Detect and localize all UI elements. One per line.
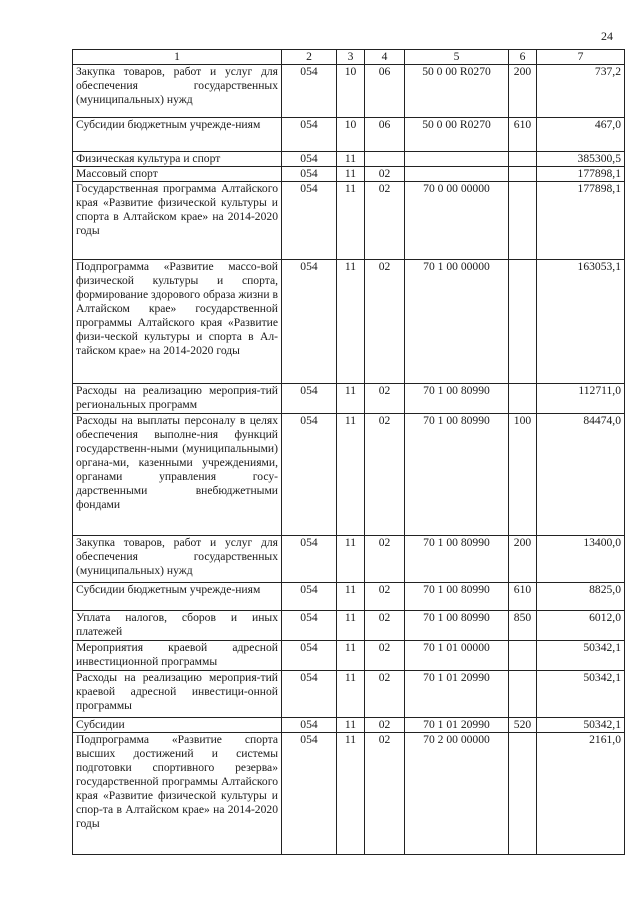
row-target-article: 70 1 00 80990 xyxy=(405,384,509,414)
row-admin-code: 054 xyxy=(282,671,337,718)
row-name: Уплата налогов, сборов и иных платежей xyxy=(73,611,282,641)
row-section: 11 xyxy=(337,536,365,583)
row-target-article: 70 1 01 20990 xyxy=(405,671,509,718)
row-expense-type xyxy=(509,152,537,167)
table-row xyxy=(73,167,625,182)
row-expense-type: 100 xyxy=(509,414,537,536)
row-name: Подпрограмма «Развитие массо-вой физической культуры и спорта, формирование здорового образа жизни в Алтайском крае» государственной программы Алтайского края «Развитие физи-ческой культуры и спорта в Ал-тайском крае» на 2014-2020 годы xyxy=(73,260,282,384)
row-name: Государственная программа Алтайского края «Развитие физической культуры и спорта в Алтайском крае» на 2014-2020 годы xyxy=(73,182,282,260)
row-admin-code: 054 xyxy=(282,182,337,260)
row-amount: 177898,1 xyxy=(537,167,625,182)
header-row xyxy=(73,50,625,65)
row-name: Расходы на реализацию мероприя-тий краевой адресной инвестици-онной программы xyxy=(73,671,282,718)
row-subsection: 02 xyxy=(365,384,405,414)
row-amount: 50342,1 xyxy=(537,641,625,671)
row-section: 11 xyxy=(337,152,365,167)
row-target-article: 50 0 00 R0270 xyxy=(405,118,509,152)
table-row xyxy=(73,583,625,611)
row-target-article xyxy=(405,152,509,167)
row-admin-code: 054 xyxy=(282,718,337,733)
row-section: 11 xyxy=(337,260,365,384)
row-section: 11 xyxy=(337,384,365,414)
row-subsection: 02 xyxy=(365,671,405,718)
row-admin-code: 054 xyxy=(282,583,337,611)
row-section: 11 xyxy=(337,671,365,718)
row-admin-code: 054 xyxy=(282,118,337,152)
row-amount: 2161,0 xyxy=(537,733,625,855)
row-section: 10 xyxy=(337,118,365,152)
row-target-article: 70 0 00 00000 xyxy=(405,182,509,260)
row-expense-type xyxy=(509,384,537,414)
row-name: Субсидии xyxy=(73,718,282,733)
row-section: 11 xyxy=(337,167,365,182)
row-name: Субсидии бюджетным учрежде-ниям xyxy=(73,118,282,152)
header-col-4: 4 xyxy=(365,50,405,65)
row-subsection: 02 xyxy=(365,583,405,611)
row-section: 10 xyxy=(337,65,365,118)
row-name: Закупка товаров, работ и услуг для обеспечения государственных (муниципальных) нужд xyxy=(73,65,282,118)
row-target-article: 70 1 00 00000 xyxy=(405,260,509,384)
row-target-article: 50 0 00 R0270 xyxy=(405,65,509,118)
row-expense-type xyxy=(509,182,537,260)
header-col-1: 1 xyxy=(73,50,282,65)
table-row xyxy=(73,152,625,167)
row-name: Расходы на реализацию мероприя-тий региональных программ xyxy=(73,384,282,414)
row-subsection: 02 xyxy=(365,167,405,182)
table-row xyxy=(73,65,625,118)
table-row xyxy=(73,384,625,414)
row-target-article xyxy=(405,167,509,182)
table-row xyxy=(73,414,625,536)
row-expense-type: 850 xyxy=(509,611,537,641)
header-col-3: 3 xyxy=(337,50,365,65)
row-amount: 737,2 xyxy=(537,65,625,118)
row-admin-code: 054 xyxy=(282,260,337,384)
row-name: Субсидии бюджетным учрежде-ниям xyxy=(73,583,282,611)
row-amount: 385300,5 xyxy=(537,152,625,167)
row-target-article: 70 2 00 00000 xyxy=(405,733,509,855)
header-col-5: 5 xyxy=(405,50,509,65)
row-section: 11 xyxy=(337,733,365,855)
row-amount: 177898,1 xyxy=(537,182,625,260)
row-name: Расходы на выплаты персоналу в целях обеспечения выполне-ния функций государственн-ными (муниципальными) органа-ми, казенными учреждениями, органами управления госу-дарственными внебюджетными фондами xyxy=(73,414,282,536)
row-amount: 84474,0 xyxy=(537,414,625,536)
row-target-article: 70 1 01 00000 xyxy=(405,641,509,671)
row-subsection: 06 xyxy=(365,118,405,152)
table-row xyxy=(73,118,625,152)
row-subsection: 02 xyxy=(365,414,405,536)
row-admin-code: 054 xyxy=(282,152,337,167)
row-subsection: 02 xyxy=(365,718,405,733)
row-target-article: 70 1 00 80990 xyxy=(405,583,509,611)
row-admin-code: 054 xyxy=(282,167,337,182)
row-section: 11 xyxy=(337,414,365,536)
row-expense-type xyxy=(509,641,537,671)
row-amount: 112711,0 xyxy=(537,384,625,414)
budget-table xyxy=(72,49,625,855)
row-target-article: 70 1 00 80990 xyxy=(405,611,509,641)
table-row xyxy=(73,718,625,733)
row-section: 11 xyxy=(337,182,365,260)
row-admin-code: 054 xyxy=(282,733,337,855)
page-number: 24 xyxy=(601,29,613,43)
row-subsection: 02 xyxy=(365,641,405,671)
row-name: Мероприятия краевой адресной инвестиционной программы xyxy=(73,641,282,671)
row-expense-type: 200 xyxy=(509,536,537,583)
row-expense-type: 610 xyxy=(509,583,537,611)
row-target-article: 70 1 00 80990 xyxy=(405,414,509,536)
table-row xyxy=(73,260,625,384)
row-amount: 50342,1 xyxy=(537,671,625,718)
row-expense-type: 200 xyxy=(509,65,537,118)
row-subsection: 02 xyxy=(365,536,405,583)
row-expense-type xyxy=(509,167,537,182)
row-name: Подпрограмма «Развитие спорта высших достижений и системы подготовки спортивного резерва» государственной программы Алтайского края «Развитие физической культуры и спор-та в Алтайском крае» на 2014-2020 годы xyxy=(73,733,282,855)
row-amount: 467,0 xyxy=(537,118,625,152)
row-admin-code: 054 xyxy=(282,611,337,641)
table-row xyxy=(73,182,625,260)
row-expense-type xyxy=(509,260,537,384)
row-subsection: 02 xyxy=(365,611,405,641)
table-row xyxy=(73,671,625,718)
row-subsection: 06 xyxy=(365,65,405,118)
row-admin-code: 054 xyxy=(282,536,337,583)
row-amount: 6012,0 xyxy=(537,611,625,641)
row-amount: 50342,1 xyxy=(537,718,625,733)
row-target-article: 70 1 01 20990 xyxy=(405,718,509,733)
row-expense-type xyxy=(509,733,537,855)
row-section: 11 xyxy=(337,611,365,641)
row-subsection: 02 xyxy=(365,182,405,260)
table-row xyxy=(73,733,625,855)
row-amount: 163053,1 xyxy=(537,260,625,384)
row-subsection xyxy=(365,152,405,167)
table-row xyxy=(73,536,625,583)
row-section: 11 xyxy=(337,641,365,671)
row-admin-code: 054 xyxy=(282,641,337,671)
row-amount: 8825,0 xyxy=(537,583,625,611)
table-row xyxy=(73,641,625,671)
row-expense-type: 610 xyxy=(509,118,537,152)
row-target-article: 70 1 00 80990 xyxy=(405,536,509,583)
row-amount: 13400,0 xyxy=(537,536,625,583)
header-col-7: 7 xyxy=(537,50,625,65)
row-name: Массовый спорт xyxy=(73,167,282,182)
row-expense-type xyxy=(509,671,537,718)
row-subsection: 02 xyxy=(365,260,405,384)
row-name: Физическая культура и спорт xyxy=(73,152,282,167)
row-subsection: 02 xyxy=(365,733,405,855)
row-admin-code: 054 xyxy=(282,414,337,536)
header-col-6: 6 xyxy=(509,50,537,65)
row-expense-type: 520 xyxy=(509,718,537,733)
row-admin-code: 054 xyxy=(282,65,337,118)
row-admin-code: 054 xyxy=(282,384,337,414)
header-col-2: 2 xyxy=(282,50,337,65)
row-section: 11 xyxy=(337,718,365,733)
row-name: Закупка товаров, работ и услуг для обеспечения государственных (муниципальных) нужд xyxy=(73,536,282,583)
table-row xyxy=(73,611,625,641)
row-section: 11 xyxy=(337,583,365,611)
